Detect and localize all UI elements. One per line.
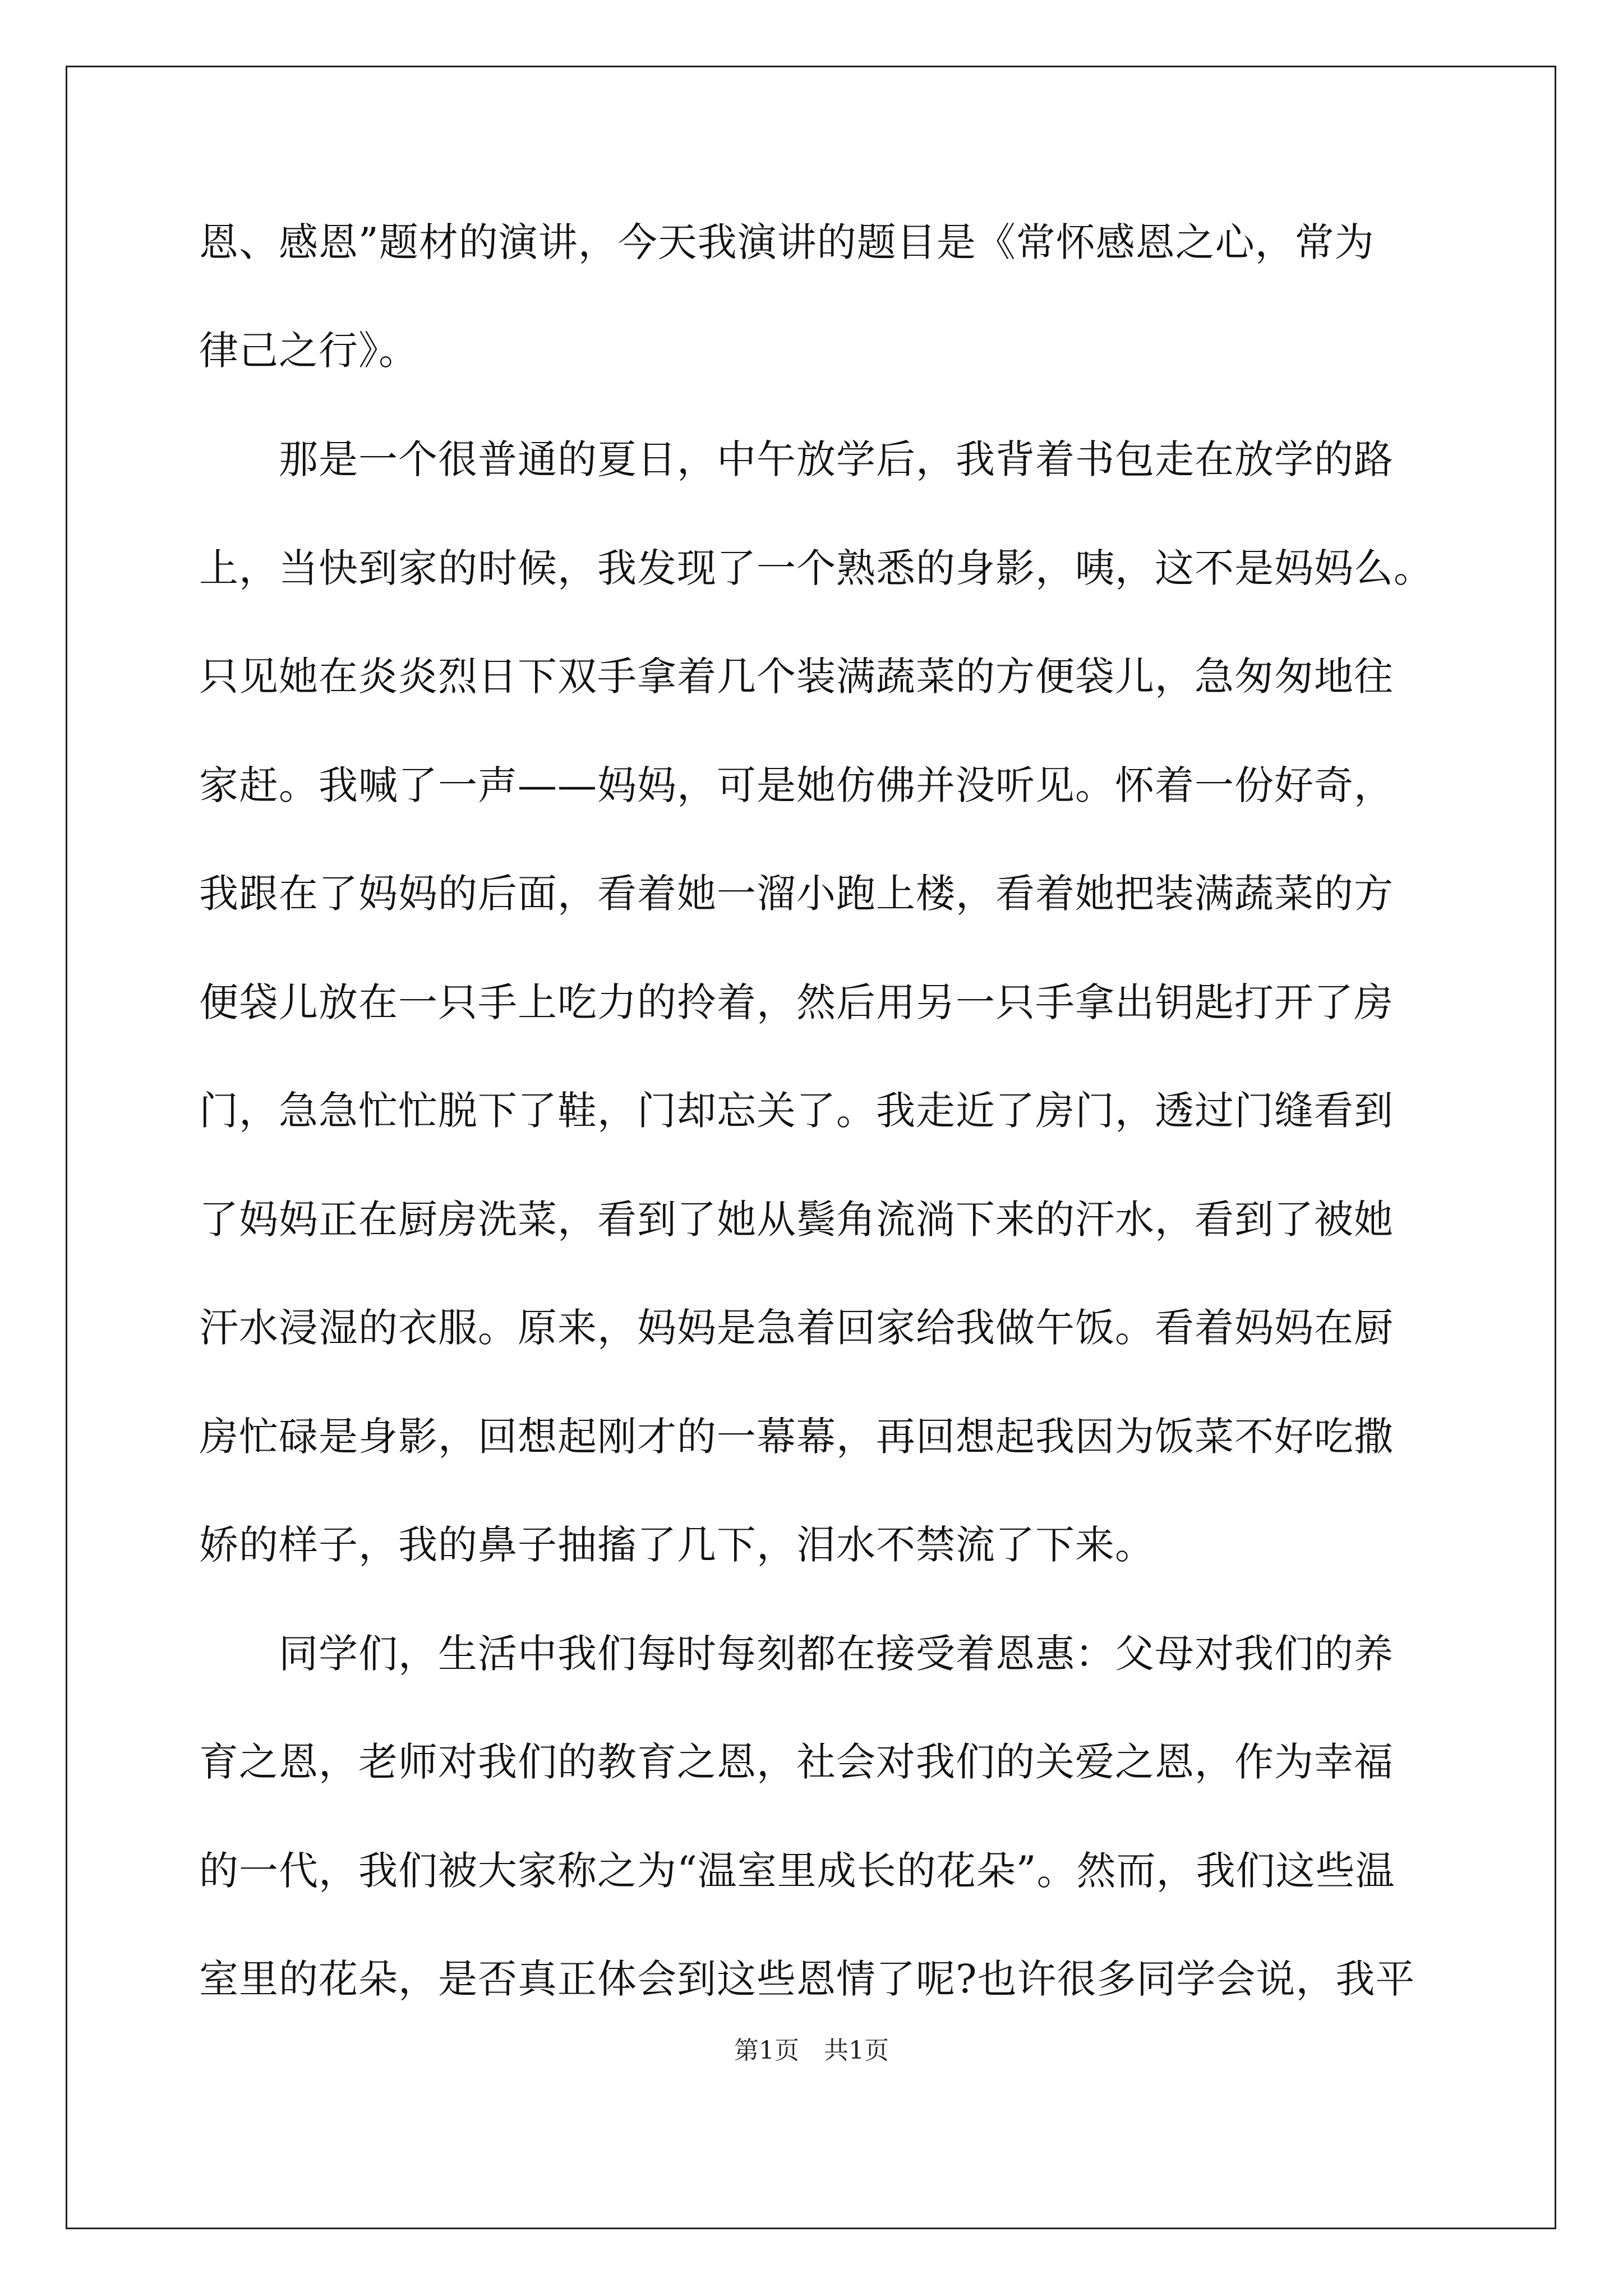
- text-line: 的一代，我们被大家称之为“温室里成长的花朵”。然而，我们这些温: [199, 1848, 1395, 1894]
- text-line: 律己之行》。: [199, 328, 418, 374]
- text-line: 娇的样子，我的鼻子抽搐了几下，泪水不禁流了下来。: [199, 1522, 1155, 1568]
- text-line: 只见她在炎炎烈日下双手拿着几个装满蔬菜的方便袋儿，急匆匆地往: [199, 654, 1394, 700]
- text-line: 便袋儿放在一只手上吃力的拎着，然后用另一只手拿出钥匙打开了房: [199, 979, 1394, 1025]
- text-line: 了妈妈正在厨房洗菜，看到了她从鬓角流淌下来的汗水，看到了被她: [199, 1197, 1394, 1243]
- text-line: 同学们，生活中我们每时每刻都在接受着恩惠：父母对我们的养: [199, 1631, 1394, 1677]
- text-line: 门，急急忙忙脱下了鞋，门却忘关了。我走近了房门，透过门缝看到: [199, 1088, 1394, 1134]
- text-line: 那是一个很普通的夏日，中午放学后，我背着书包走在放学的路: [199, 436, 1394, 482]
- text-line: 家赶。我喊了一声——妈妈，可是她仿佛并没听见。怀着一份好奇，: [199, 762, 1394, 808]
- document-body: [199, 216, 1450, 2006]
- text-line: 上，当快到家的时候，我发现了一个熟悉的身影，咦，这不是妈妈么。: [199, 545, 1433, 591]
- text-line: 恩、感恩”题材的演讲，今天我演讲的题目是《常怀感恩之心，常为: [199, 219, 1375, 265]
- text-line: 室里的花朵，是否真正体会到这些恩情了呢?也许很多同学会说，我平: [199, 1956, 1415, 2002]
- text-line: 房忙碌是身影，回想起刚才的一幕幕，再回想起我因为饭菜不好吃撒: [199, 1414, 1394, 1460]
- text-line: 汗水浸湿的衣服。原来，妈妈是急着回家给我做午饭。看着妈妈在厨: [199, 1305, 1394, 1351]
- text-line: 育之恩，老师对我们的教育之恩，社会对我们的关爱之恩，作为幸福: [199, 1739, 1394, 1785]
- page-number-footer: 第1页 共1页: [734, 2036, 889, 2065]
- text-line: 我跟在了妈妈的后面，看着她一溜小跑上楼，看着她把装满蔬菜的方: [199, 871, 1394, 917]
